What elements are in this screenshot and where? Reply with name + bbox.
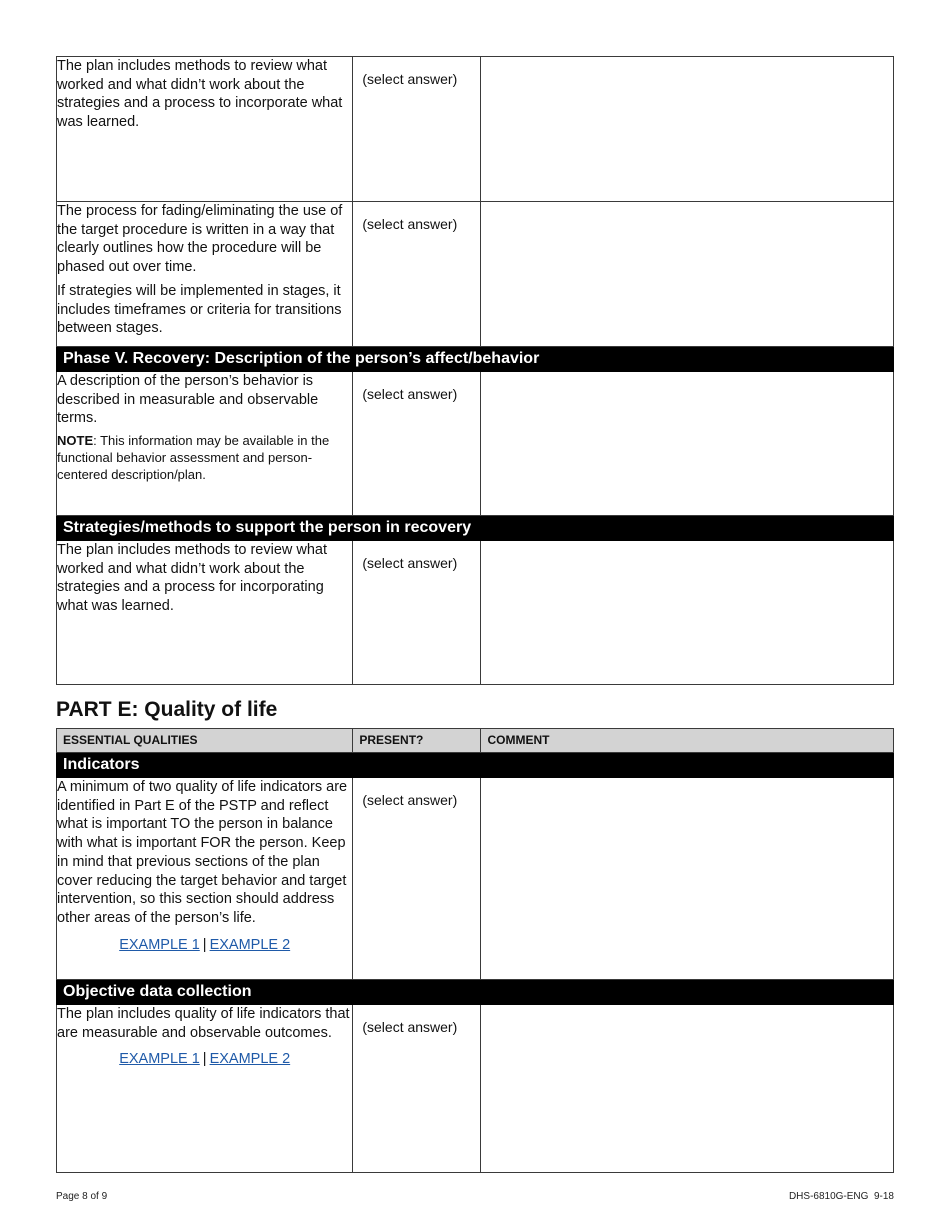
example-1-link[interactable]: EXAMPLE 1	[119, 1051, 200, 1068]
criterion-cell	[57, 202, 353, 347]
comment-field[interactable]	[481, 372, 894, 516]
column-header-essential-qualities: ESSENTIAL QUALITIES	[57, 729, 353, 753]
select-answer-dropdown[interactable]: (select answer)	[362, 216, 458, 232]
table-row	[57, 372, 894, 516]
criterion-text: If strategies will be implemented in stages, it includes timeframes or criteria for transitions between stages.	[57, 282, 342, 337]
example-1-link[interactable]: EXAMPLE 1	[119, 936, 200, 953]
example-2-link[interactable]: EXAMPLE 2	[209, 936, 291, 953]
link-separator: |	[202, 1051, 207, 1068]
note-text	[57, 433, 352, 483]
table-row	[57, 1005, 894, 1173]
criterion-text: The process for fading/eliminating the use of the target procedure is written in a way that clearly outlines how the procedure will be phased out over time.	[57, 203, 343, 276]
criterion-text: The plan includes methods to review what worked and what didn’t work about the strategies and a process to incorporate what was learned.	[57, 58, 343, 131]
select-answer-dropdown[interactable]: (select answer)	[362, 792, 458, 808]
table-row	[57, 541, 894, 685]
section-d-table	[56, 56, 894, 685]
indicators-heading: Indicators	[57, 753, 894, 778]
criterion-cell	[57, 541, 353, 685]
criterion-cell	[57, 1005, 353, 1173]
comment-field[interactable]	[481, 202, 894, 347]
criterion-text: A description of the person’s behavior is described in measurable and observable terms.	[57, 373, 319, 427]
strategies-heading: Strategies/methods to support the person in recovery	[57, 516, 894, 541]
objective-data-heading: Objective data collection	[57, 980, 894, 1005]
section-heading-row	[57, 753, 894, 778]
answer-cell	[353, 778, 481, 980]
example-links	[57, 1050, 352, 1069]
part-e-title: PART E: Quality of life	[56, 698, 278, 721]
comment-field[interactable]	[481, 778, 894, 980]
comment-field[interactable]	[481, 541, 894, 685]
table-row	[57, 57, 894, 202]
table-row	[57, 778, 894, 980]
example-2-link[interactable]: EXAMPLE 2	[209, 1051, 291, 1068]
column-header-present: PRESENT?	[353, 729, 481, 753]
comment-field[interactable]	[481, 57, 894, 202]
criterion-cell	[57, 778, 353, 980]
phase-v-heading: Phase V. Recovery: Description of the person’s affect/behavior	[57, 347, 894, 372]
answer-cell	[353, 57, 481, 202]
select-answer-dropdown[interactable]: (select answer)	[362, 555, 458, 571]
note-body: : This information may be available in the functional behavior assessment and person-centered description/plan.	[57, 433, 330, 482]
select-answer-dropdown[interactable]: (select answer)	[362, 71, 458, 87]
column-header-comment: COMMENT	[481, 729, 894, 753]
table-row	[57, 202, 894, 347]
example-links	[57, 936, 352, 955]
criterion-cell	[57, 57, 353, 202]
select-answer-dropdown[interactable]: (select answer)	[362, 1019, 458, 1035]
answer-cell	[353, 1005, 481, 1173]
page-number: Page 8 of 9	[56, 1191, 108, 1202]
criterion-text: The plan includes methods to review what worked and what didn’t work about the strategies and a process for incorporating what was learned.	[57, 542, 328, 615]
select-answer-dropdown[interactable]: (select answer)	[362, 386, 458, 402]
answer-cell	[353, 372, 481, 516]
comment-field[interactable]	[481, 1005, 894, 1173]
section-heading-row	[57, 516, 894, 541]
note-label: NOTE	[57, 433, 94, 449]
table-header-row	[57, 729, 894, 753]
link-separator: |	[202, 936, 207, 953]
form-id: DHS-6810G-ENG 9-18	[788, 1191, 894, 1202]
section-heading-row	[57, 980, 894, 1005]
criterion-text: A minimum of two quality of life indicators are identified in Part E of the PSTP and reflect what is important TO the person in balance with what is important FOR the person. Keep in mind that previous sections of the plan cover reducing the target behavior and target intervention, so this section should address other areas of the person’s life.	[57, 779, 348, 926]
answer-cell	[353, 202, 481, 347]
criterion-text: The plan includes quality of life indicators that are measurable and observable outcomes.	[57, 1006, 350, 1041]
criterion-cell	[57, 372, 353, 516]
part-e-table	[56, 728, 894, 1173]
answer-cell	[353, 541, 481, 685]
section-heading-row	[57, 347, 894, 372]
